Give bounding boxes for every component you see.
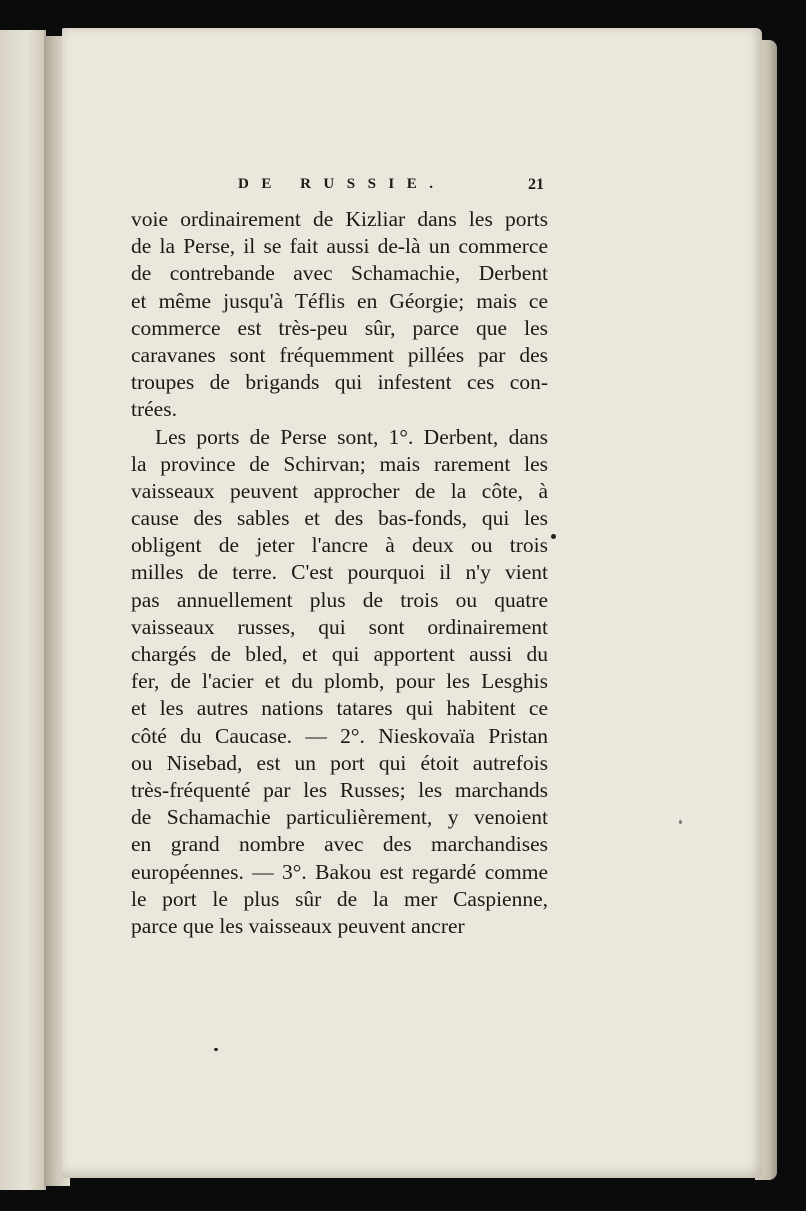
text-line: caravanes sont fréquemment pillées par des bbox=[131, 342, 548, 367]
text-line: vaisseaux peuvent approcher de la côte, à bbox=[131, 478, 548, 503]
text-line: vaisseaux russes, qui sont ordinairement bbox=[131, 614, 548, 639]
text-line: et les autres nations tatares qui habitent ce bbox=[131, 696, 548, 721]
body-text bbox=[131, 206, 548, 940]
ink-speck bbox=[214, 1048, 218, 1051]
text-line: commerce est très-peu sûr, parce que les bbox=[131, 315, 548, 340]
text-line: de contrebande avec Schamachie, Derbent bbox=[131, 261, 548, 286]
text-line: côté du Caucase. — 2°. Nieskovaïa Pristan bbox=[131, 723, 548, 748]
page-number: 21 bbox=[528, 176, 544, 193]
text-line: le port le plus sûr de la mer Caspienne, bbox=[131, 886, 548, 911]
text-line: milles de terre. C'est pourquoi il n'y vient bbox=[131, 560, 548, 585]
text-line: de la Perse, il se fait aussi de-là un commerce bbox=[131, 234, 548, 259]
ink-speck bbox=[551, 534, 556, 539]
running-title: DE RUSSIE. bbox=[238, 176, 446, 192]
text-line: cause des sables et des bas-fonds, qui les bbox=[131, 506, 548, 531]
text-line: ou Nisebad, est un port qui étoit autrefois bbox=[131, 750, 548, 775]
text-line: voie ordinairement de Kizliar dans les ports bbox=[131, 207, 548, 231]
text-line: de Schamachie particulièrement, y venoient bbox=[131, 805, 548, 830]
text-line: et même jusqu'à Téflis en Géorgie; mais ce bbox=[131, 288, 548, 313]
running-head bbox=[238, 176, 544, 198]
text-line: très-fréquenté par les Russes; les marchands bbox=[131, 777, 548, 802]
text-line: pas annuellement plus de trois ou quatre bbox=[131, 587, 548, 612]
facing-page-edge bbox=[0, 30, 46, 1190]
text-line: troupes de brigands qui infestent ces con- bbox=[131, 370, 548, 395]
text-line: européennes. — 3°. Bakou est regardé comme bbox=[131, 859, 548, 884]
text-line: en grand nombre avec des marchandises bbox=[131, 832, 548, 857]
ink-speck bbox=[679, 820, 682, 824]
text-line: la province de Schirvan; mais rarement les bbox=[131, 451, 548, 476]
text-line: fer, de l'acier et du plomb, pour les Lesghis bbox=[131, 669, 548, 694]
text-line: obligent de jeter l'ancre à deux ou trois bbox=[131, 533, 548, 558]
text-line: parce que les vaisseaux peuvent ancrer bbox=[131, 913, 465, 938]
text-line: trées. bbox=[131, 397, 177, 422]
text-line: chargés de bled, et qui apportent aussi du bbox=[131, 642, 548, 666]
paragraph-first-line: Les ports de Perse sont, 1°. Derbent, dans bbox=[155, 424, 548, 449]
